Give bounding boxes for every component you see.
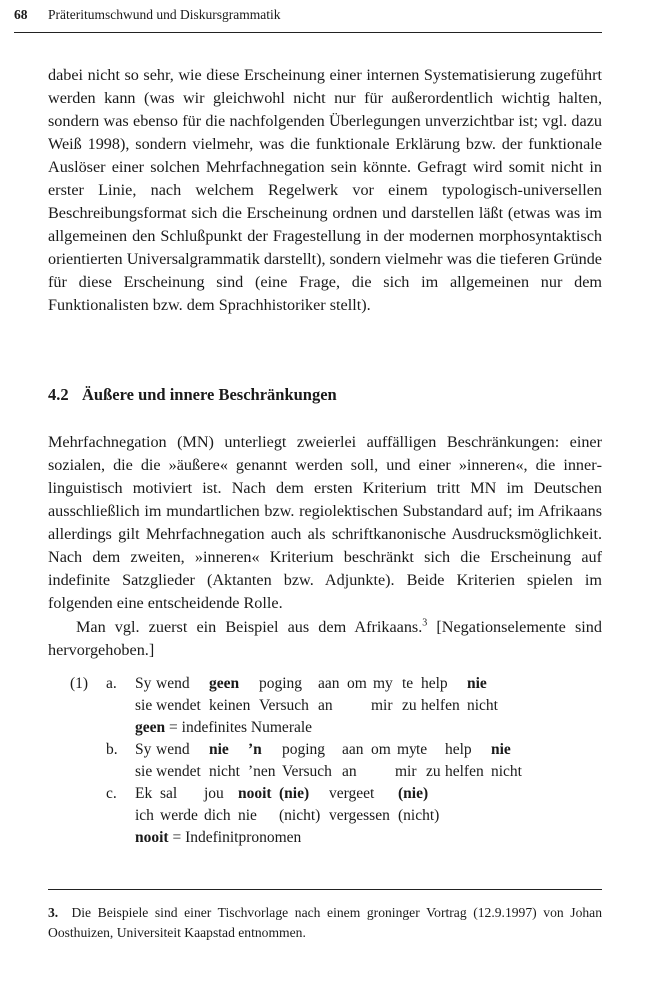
paragraph-3-text: Man vgl. zuerst ein Beispiel aus dem Afrikaans. [76,618,423,636]
negation-word: geen [209,675,240,692]
negation-word: nooit [238,785,272,802]
example-word: help [421,675,448,692]
gloss-word: mir [371,697,393,714]
gloss-word: nie [238,807,257,824]
negation-word: nie [491,741,511,758]
example-c-note [135,827,301,849]
gloss-word: sie [135,697,153,714]
example-word: te [416,741,428,758]
gloss-word: (nicht) [398,807,440,824]
gloss-word: an [318,697,333,714]
running-header [14,6,602,33]
example-a-note [135,717,312,739]
gloss-word: mir [395,763,417,780]
note-term: nooit [135,829,169,846]
example-word: wend [156,741,190,758]
footnote-ref-3: 3 [422,617,428,629]
example-a-label: a. [106,675,117,692]
body-paragraph-1: dabei nicht so sehr, wie diese Erscheinung einer internen Systematisierung zugeführt werden kann (was wir gleichwohl nicht nur für außerordentlich wichtig halten, sondern was ebenso für die nachfolgenden Überlegungen unverzichtbar ist; vgl. dazu Weiß 1998), sondern vielmehr, was die funktionale Erklärung bzw. der funktionale Auslöser einer solchen Mehrfachnegation sein könnte. Gefragt wird somit nicht in erster Linie, nach welchem Regelwerk vor einem typologisch-universellen Beschreibungsformat sich die Erscheinung ordnen und darstellen läßt (etwas was im allgemeinen den Schlußpunkt der Fragestellung in der modernen morphosyntaktisch orientierten Universalgrammatik darstellt), sondern vielmehr was die tieferen Gründe für diese Erscheinung sind (eine Frage, die sich im allgemeinen nur dem Funktionalisten bzw. dem Sprachhistoriker stellt). [48,66,602,314]
section-number: 4.2 [48,385,69,404]
example-word: poging [282,741,326,758]
gloss-word: wendet [156,763,201,780]
gloss-word: helfen [421,697,460,714]
example-word: aan [342,741,364,758]
paragraph-3-text-after: [Negationselemente sind hervorgehoben.] [48,618,602,659]
example-b-label: b. [106,741,118,758]
footnote-divider [48,889,602,890]
gloss-word: werde [160,807,198,824]
example-word: om [371,741,391,758]
example-word: my [373,675,393,692]
note-text: = Indefinitpronomen [168,829,302,846]
gloss-word: Versuch [259,697,309,714]
example-c-label: c. [106,785,117,802]
gloss-word: nicht [491,763,522,780]
example-word: Sy [135,675,152,692]
gloss-word: nicht [467,697,498,714]
example-word: aan [318,675,340,692]
footnote-text: Die Beispiele sind einer Tischvorlage nach einem groninger Vortrag (12.9.1997) von Johan Oosthuizen, Universiteit Kaapstad entnommen. [48,905,602,940]
body-paragraph-2: Mehrfachnegation (MN) unterliegt zweierlei auffälligen Beschränkungen: einer sozialen, die die »äußere« genannt werden soll, und einer »inneren«, die innerlinguistisch motiviert ist. Nach dem ersten Kriterium tritt MN im Deutschen ausschließlich im mundartlichen bzw. regiolektischen Substandard auf; im Afrikaans allerdings gilt Mehrfachnegation auch als schriftkanonische Ausdrucksmöglichkeit. Nach dem zweiten, »inneren« Kriterium beschränkt sich die Erscheinung auf indefinite Satzglieder (Aktanten bzw. Adjunkte). Beide Kriterien spielen im folgenden eine entscheidende Rolle. [48,433,602,612]
example-word: vergeet [329,785,375,802]
gloss-word: Versuch [282,763,332,780]
gloss-word: sie [135,763,153,780]
negation-word: nie [209,741,229,758]
note-term: geen [135,719,166,736]
example-word: Ek [135,785,153,802]
example-word: jou [204,785,224,802]
example-word: Sy [135,741,152,758]
running-title: Präteritumschwund und Diskursgrammatik [48,7,281,22]
gloss-word: wendet [156,697,201,714]
gloss-word: dich [204,807,231,824]
gloss-word: nicht [209,763,240,780]
section-heading [48,385,337,405]
example-word: my [397,741,417,758]
negation-word: nie [467,675,487,692]
example-word: help [445,741,472,758]
section-title: Äußere und innere Beschränkungen [82,385,337,404]
body-paragraph-3 [48,616,602,662]
gloss-word: (nicht) [279,807,321,824]
negation-word: (nie) [398,785,429,802]
gloss-word: helfen [445,763,484,780]
footnote-3 [48,903,602,943]
gloss-word: zu [402,697,417,714]
note-text: = indefinites Numerale [165,719,313,736]
footnote-number: 3. [48,905,59,920]
gloss-word: an [342,763,357,780]
gloss-word: ’nen [248,763,276,780]
gloss-word: ich [135,807,154,824]
negation-word: ’n [248,741,262,758]
example-word: sal [160,785,178,802]
gloss-word: zu [426,763,441,780]
gloss-word: vergessen [329,807,390,824]
gloss-word: keinen [209,697,251,714]
page-number: 68 [14,7,28,22]
example-word: om [347,675,367,692]
example-number: (1) [70,675,89,692]
example-word: poging [259,675,303,692]
example-word: wend [156,675,190,692]
negation-word: (nie) [279,785,310,802]
example-word: te [402,675,414,692]
